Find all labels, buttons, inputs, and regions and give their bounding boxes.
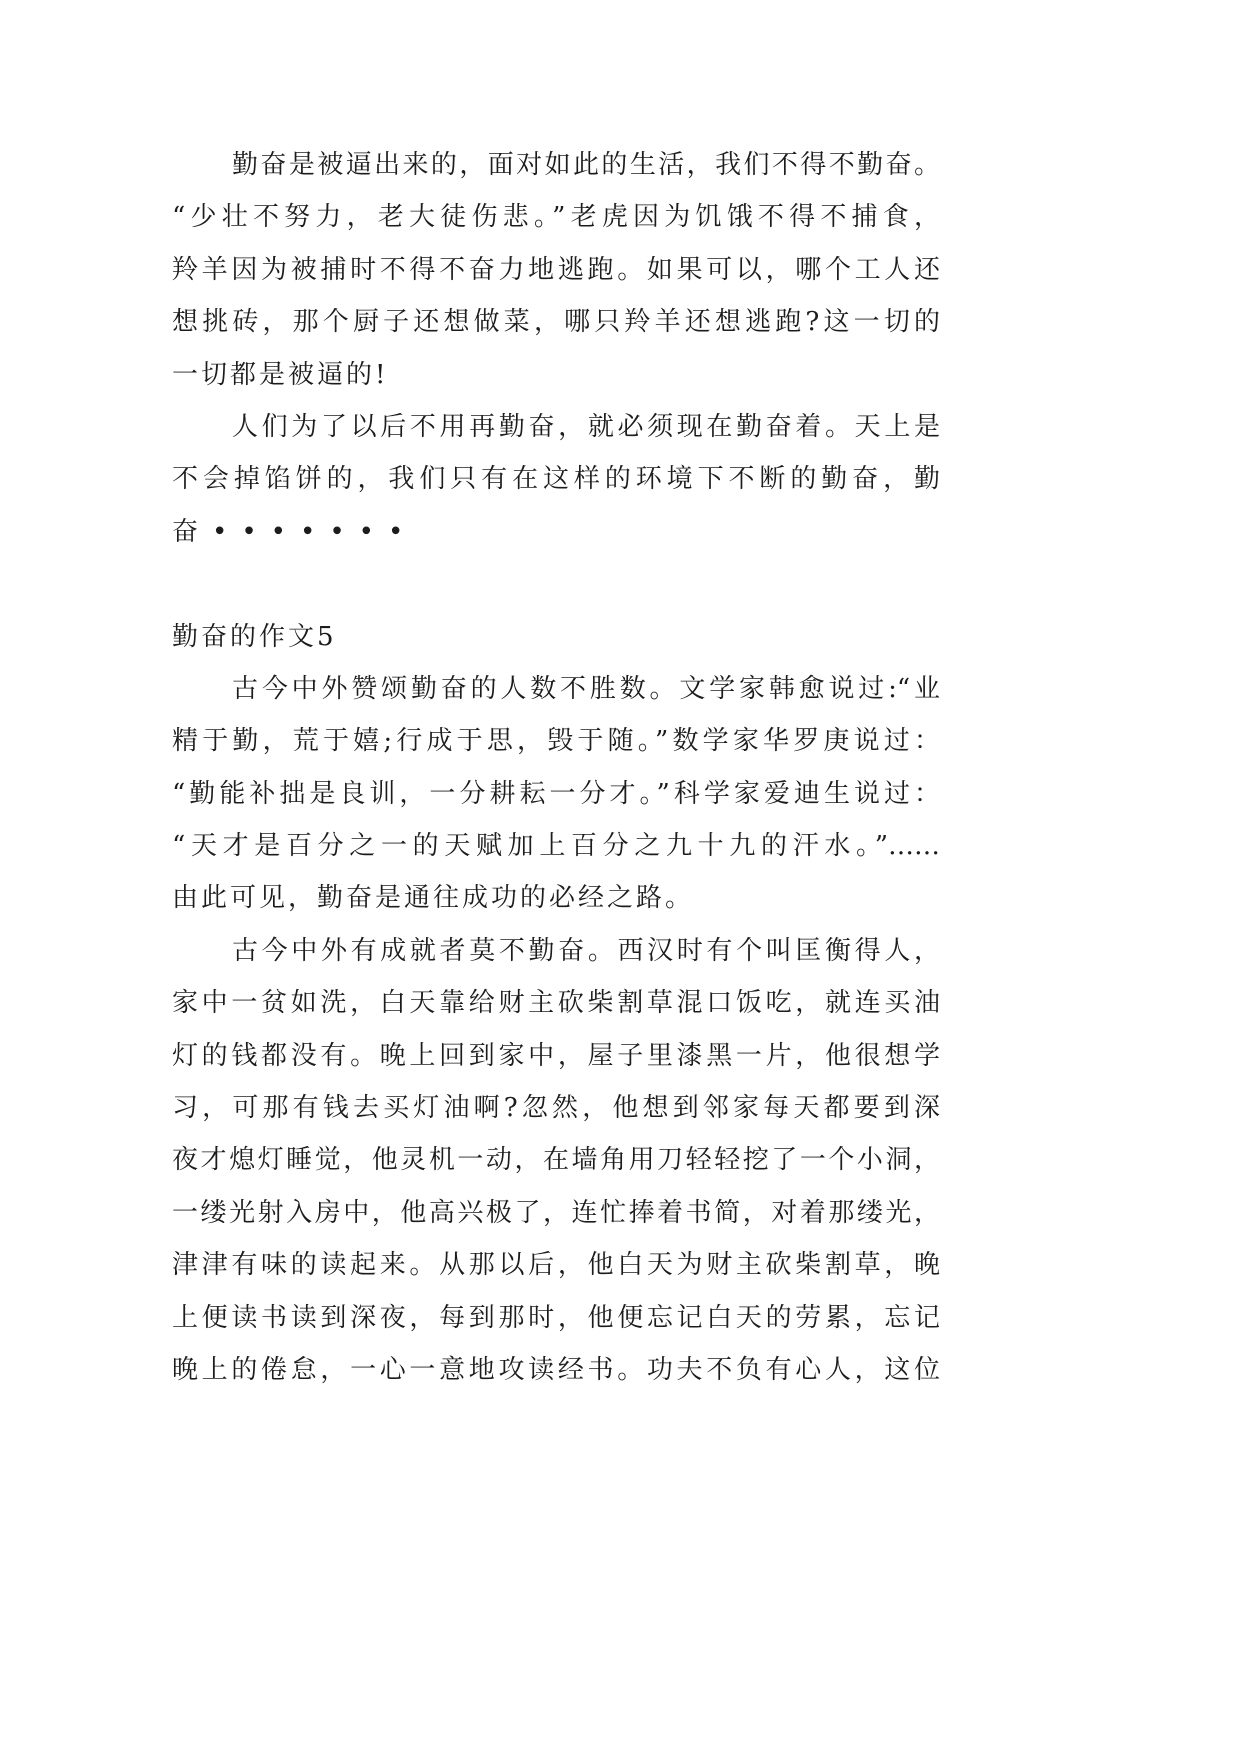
paragraph-line: 习，可那有钱去买灯油啊?忽然，他想到邻家每天都要到深 [172, 1093, 940, 1124]
paragraph-line: 奋••••••• [172, 516, 418, 547]
paragraph-line: 古今中外有成就者莫不勤奋。西汉时有个叫匡衡得人， [232, 935, 940, 966]
paragraph-line: 精于勤，荒于嬉;行成于思，毁于随。”数学家华罗庚说过： [172, 726, 940, 757]
paragraph-line: 上便读书读到深夜，每到那时，他便忘记白天的劳累，忘记 [172, 1302, 940, 1333]
paragraph-line: 家中一贫如洗，白天靠给财主砍柴割草混口饭吃，就连买油 [172, 988, 940, 1019]
paragraph-line: 津津有味的读起来。从那以后，他白天为财主砍柴割草，晚 [172, 1250, 940, 1281]
paragraph-line: 古今中外赞颂勤奋的人数不胜数。文学家韩愈说过:“业 [232, 673, 940, 704]
paragraph-line: 晚上的倦怠，一心一意地攻读经书。功夫不负有心人，这位 [172, 1354, 940, 1385]
paragraph-line: 一缕光射入房中，他高兴极了，连忙捧着书简，对着那缕光， [172, 1197, 940, 1228]
paragraph-line: 由此可见，勤奋是通往成功的必经之路。 [172, 883, 695, 914]
paragraph-line: 一切都是被逼的! [172, 359, 389, 390]
paragraph [172, 139, 940, 401]
paragraph-line: 人们为了以后不用再勤奋，就必须现在勤奋着。天上是 [232, 411, 940, 442]
document-page [172, 139, 940, 1396]
paragraph-line: “天才是百分之一的天赋加上百分之九十九的汗水。”…… [172, 831, 940, 862]
paragraph-line: 灯的钱都没有。晚上回到家中，屋子里漆黑一片，他很想学 [172, 1040, 940, 1071]
paragraph [172, 401, 940, 558]
paragraph [172, 663, 940, 925]
paragraph-line: 不会掉馅饼的，我们只有在这样的环境下不断的勤奋，勤 [172, 464, 940, 495]
paragraph [172, 925, 940, 1397]
paragraph-line: 羚羊因为被捕时不得不奋力地逃跑。如果可以，哪个工人还 [172, 254, 940, 285]
paragraph-line: 夜才熄灯睡觉，他灵机一动，在墙角用刀轻轻挖了一个小洞， [172, 1145, 940, 1176]
paragraph-line: 想挑砖，那个厨子还想做菜，哪只羚羊还想逃跑?这一切的 [172, 307, 940, 338]
paragraph-line: “少壮不努力，老大徒伤悲。”老虎因为饥饿不得不捕食， [172, 202, 940, 233]
section-heading: 勤奋的作文5 [172, 621, 337, 652]
paragraph-line: “勤能补拙是良训，一分耕耘一分才。”科学家爱迪生说过： [172, 778, 940, 809]
paragraph-line: 勤奋是被逼出来的，面对如此的生活，我们不得不勤奋。 [232, 150, 940, 180]
